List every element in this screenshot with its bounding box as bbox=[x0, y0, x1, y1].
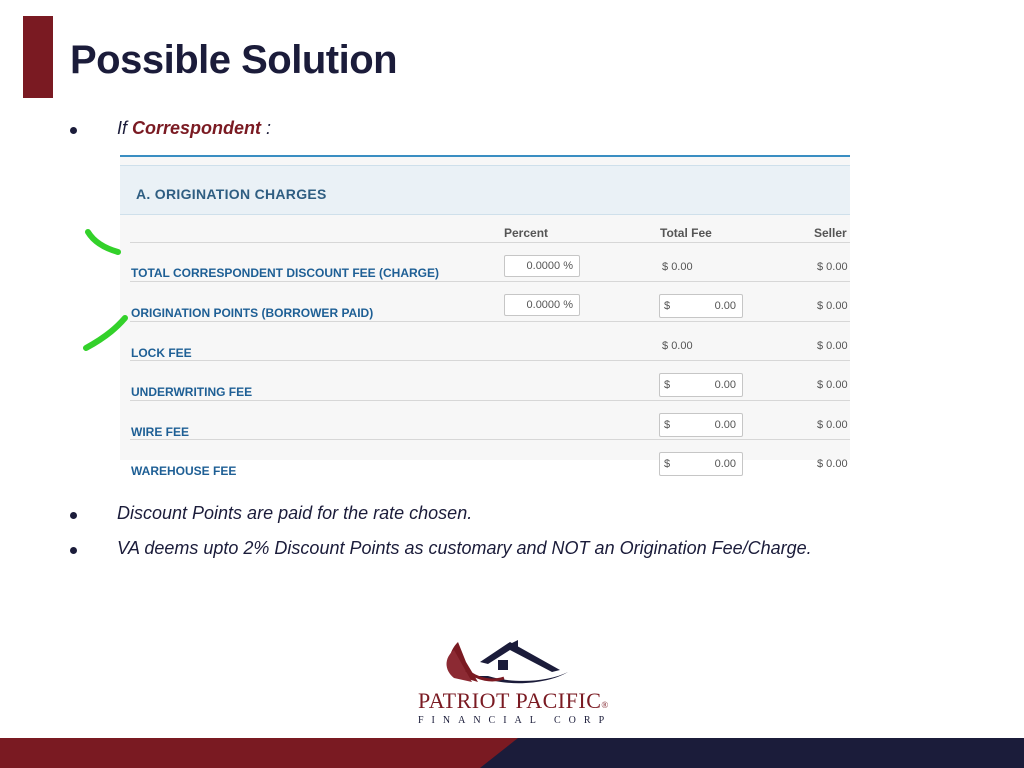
row-label[interactable]: WAREHOUSE FEE bbox=[131, 464, 237, 478]
total-fee-input[interactable]: $ 0.00 bbox=[659, 373, 743, 397]
col-seller: Seller bbox=[814, 226, 847, 240]
seller-value: $ 0.00 bbox=[817, 379, 848, 391]
bullet-prefix: If bbox=[117, 118, 133, 138]
row-label[interactable]: ORIGINATION POINTS (BORROWER PAID) bbox=[131, 306, 374, 320]
fee-row bbox=[130, 360, 850, 400]
col-total-fee: Total Fee bbox=[660, 226, 712, 240]
percent-input[interactable]: 0.0000 % bbox=[504, 255, 580, 277]
origination-charges-screenshot bbox=[120, 155, 850, 478]
total-fee-value: $ 0.00 bbox=[662, 261, 693, 273]
fee-row bbox=[130, 242, 850, 282]
bullet-dot bbox=[70, 547, 77, 554]
total-fee-input[interactable]: $ 0.00 bbox=[659, 294, 743, 318]
fee-row bbox=[130, 439, 850, 479]
row-label[interactable]: TOTAL CORRESPONDENT DISCOUNT FEE (CHARGE) bbox=[131, 266, 440, 280]
total-fee-input[interactable]: $ 0.00 bbox=[659, 413, 743, 437]
fee-row bbox=[130, 400, 850, 440]
percent-input[interactable]: 0.0000 % bbox=[504, 294, 580, 316]
bullet-emphasis: Correspondent bbox=[132, 118, 262, 138]
fee-row bbox=[130, 321, 850, 361]
logo-subtitle: FINANCIAL CORP bbox=[418, 715, 613, 726]
total-fee-value: $ 0.00 bbox=[662, 340, 693, 352]
seller-value: $ 0.00 bbox=[817, 340, 848, 352]
row-label[interactable]: WIRE FEE bbox=[131, 425, 190, 439]
seller-value: $ 0.00 bbox=[817, 419, 848, 431]
bullet-dot bbox=[70, 512, 77, 519]
seller-value: $ 0.00 bbox=[817, 261, 848, 273]
highlight-bracket-marks bbox=[80, 226, 130, 356]
highlight-stroke-bottom bbox=[86, 318, 125, 348]
bullet-dot bbox=[70, 127, 77, 134]
page-title: Possible Solution bbox=[70, 38, 398, 82]
section-title: A. ORIGINATION CHARGES bbox=[136, 186, 327, 202]
seller-value: $ 0.00 bbox=[817, 458, 848, 470]
total-fee-input[interactable]: $ 0.00 bbox=[659, 452, 743, 476]
seller-value: $ 0.00 bbox=[817, 300, 848, 312]
fee-row bbox=[130, 281, 850, 321]
patriot-pacific-logo bbox=[418, 632, 613, 732]
bullet-suffix: : bbox=[261, 118, 272, 138]
col-percent: Percent bbox=[504, 226, 549, 240]
row-label[interactable]: LOCK FEE bbox=[131, 346, 192, 360]
footer-band-navy bbox=[480, 738, 1024, 768]
eagle-house-icon bbox=[418, 632, 608, 692]
highlight-stroke-top bbox=[88, 232, 118, 252]
title-accent-bar bbox=[23, 16, 53, 98]
row-label[interactable]: UNDERWRITING FEE bbox=[131, 385, 253, 399]
logo-name: PATRIOT PACIFIC® bbox=[418, 688, 609, 713]
